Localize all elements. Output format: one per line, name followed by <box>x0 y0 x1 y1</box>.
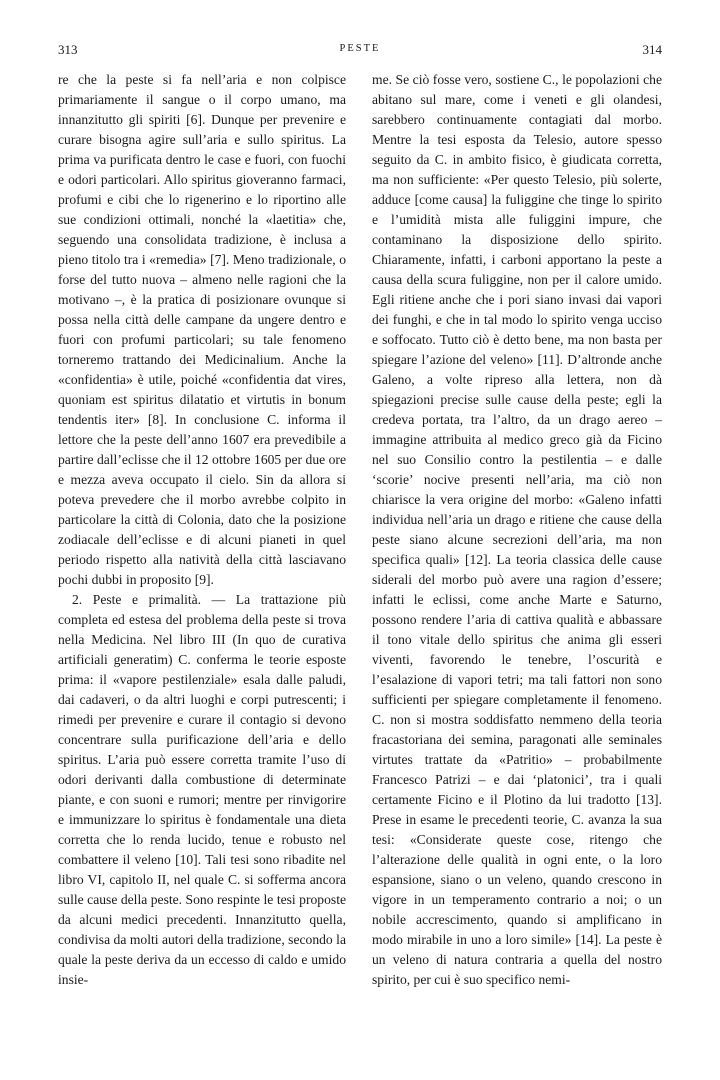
paragraph: re che la peste si fa nell’aria e non colpisce primariamente il sangue o il corpo umano, ma innanzitutto gli spiriti [6]. Dunque per prevenire e curare bisogna agire sull’aria e sullo spiritus. La prima va purificata dentro le case e fuori, con fuochi e odori particolari. Allo spiritus gioveranno farmaci, profumi e cibi che lo rigenerino e lo riportino alle sue condizioni ottimali, nonché la «laetitia» che, seguendo una consolidata tradizione, è inclusa a pieno titolo tra i «remedia» [7]. Meno tradizionale, o forse del tutto nuova – almeno nelle ragioni che la motivano –, è la pratica di posizionare ovunque si possa nella città delle campane da ungere dentro e fuori con profumi particolari; su tale fenomeno torneremo trattando dei Medicinalium. Anche la «confidentia» è utile, poiché «confidentia dat vires, quoniam est spiritus dilatatio et virtutis in bonum tendentis iter» [8]. In conclusione C. informa il lettore che la peste dell’anno 1607 era prevedibile a partire dall’eclisse che il 12 ottobre 1605 per due ore e mezza aveva occupato il cielo. Sin da allora si poteva prevedere che il morbo avrebbe colpito in particolare la città di Colonia, dato che la posizione zodiacale dell’eclisse e di alcuni pianeti in quel periodo rispetto alla natività della città lasciavano pochi dubbi in proposito [9]. <box>58 72 346 587</box>
paragraph: me. Se ciò fosse vero, sostiene C., le popolazioni che abitano sul mare, come i veneti e gli olandesi, sarebbero continuamente contagiati dal morbo. Mentre la tesi esposta da Telesio, autore spesso seguito da C. in ambito fisico, è giudicata corretta, ma non sufficiente: «Per questo Telesio, più solerte, adduce [come causa] la fuliggine che tinge lo spirito e l’umidità mista alle fuliggini impure, che contaminano la disposizione dello spirito. Chiaramente, infatti, i carboni apportano la peste a causa della scura fuliggine, non per il calore umido. Egli ritiene anche che i pori siano invasi dai vapori dei funghi, e che in tal modo lo spirito venga ucciso e soffocato. Tutto ciò è detto bene, ma non basta per spiegare l’azione del veleno» [11]. D’altronde anche Galeno, a volte ripreso alla lettera, non dà spiegazioni precise sulle cause della peste; egli la credeva portata, tra l’altro, da un drago aereo – immagine attribuita al medico greco già da Ficino nel suo Consilio contro la pestilentia – e dalle ‘scorie’ nocive presenti nell’aria, ma ciò non chiarisce la vera origine del morbo: «Galeno infatti individua nell’aria un drago e ritiene che cause della peste siano alcune secrezioni dell’aria, ma non specifica quali» [12]. La teoria classica delle cause siderali del morbo può avere una ragion d’essere; infatti le eclissi, come anche Marte e Saturno, possono rendere l’aria di cattiva qualità e abbassare il tono vitale dello spiritus che anima gli esseri viventi, favorendo le tenebre, l’oscurità e l’esalazione di vapori tetri; ma tali fattori non sono sufficienti per spiegare completamente il fenomeno. C. non si mostra soddisfatto nemmeno della teoria fracastoriana dei semina, paragonati alle seminales virtutes trattate da «Patritio» – probabilmente Francesco Patrizi – e dai ‘platonici’, tra i quali certamente Ficino e il Plotino da lui tradotto [13]. Prese in esame le precedenti teorie, C. avanza la sua tesi: «Considerate queste cose, ritengo che l’alterazione delle qualità in ogni ente, o la loro espansione, siano o un veleno, quando crescono in vigore in un temperamento contrario a noi; o un nobile accrescimento, quando si amplificano in modo mirabile in uno a loro simile» [14]. La peste è un veleno di natura contraria a quella del nostro spirito, per cui è suo specifico nemi- <box>372 72 662 987</box>
paragraph-section-2: 2. Peste e primalità. — La trattazione più completa ed estesa del problema della peste si trova nella Medicina. Nel libro III (In quo de curativa artificiali generatim) C. conferma le teorie esposte prima: il «vapore pestilenziale» esala dalle paludi, dai cadaveri, o da altri luoghi e corpi putrescenti; i rimedi per prevenire e curare il contagio si devono concentrare sulla purificazione dell’aria e dello spiritus. L’aria può essere corretta tramite l’uso di odori derivanti dalla combustione di determinate piante, e con suoni e rumori; mentre per rinvigorire e immunizzare lo spiritus è fondamentale una dieta corretta che lo renda lucido, tenue e robusto nel combattere il veleno [10]. Tali tesi sono ribadite nel libro VI, capitolo II, nel quale C. si sofferma ancora sulle cause della peste. Sono respinte le tesi proposte da alcuni medici precedenti. Innanzitutto quella, condivisa da molti autori della tradizione, secondo la quale la peste deriva da un eccesso di caldo e umido insie- <box>58 592 346 987</box>
page-header <box>0 42 720 62</box>
right-text-column <box>372 70 662 990</box>
running-title: PESTE <box>339 43 381 54</box>
left-text-column <box>58 70 346 990</box>
right-page-number: 314 <box>642 42 662 57</box>
left-page-number: 313 <box>58 42 78 57</box>
